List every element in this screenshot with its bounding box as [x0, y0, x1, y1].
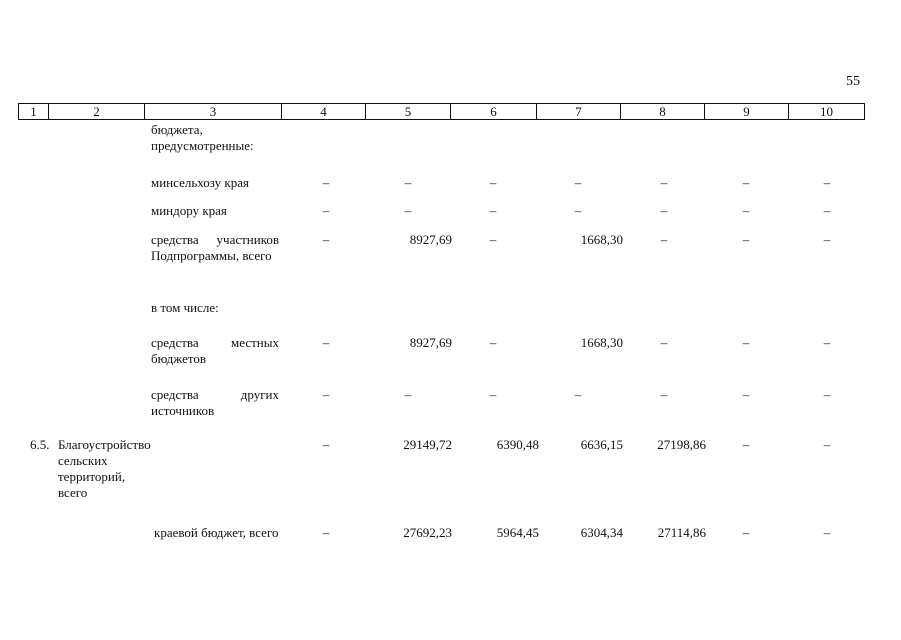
cell-col-10: – [823, 232, 831, 247]
cell-col-4: – [322, 387, 330, 402]
header-cell-6: 6 [451, 104, 537, 119]
cell-col-8: – [660, 387, 668, 402]
cell-col-10: – [823, 335, 831, 350]
cell-col-6: – [489, 335, 497, 350]
header-cell-2: 2 [49, 104, 145, 119]
row-name: Благоустройство сельских территорий, всего [58, 437, 151, 500]
cell-col-7: 1668,30 [580, 335, 623, 350]
cell-col-9: – [742, 232, 750, 247]
cell-col-5: – [404, 387, 412, 402]
cell-col-10: – [823, 525, 831, 540]
cell-col-6: 6390,48 [496, 437, 539, 452]
header-cell-5: 5 [366, 104, 451, 119]
table-header-row [18, 103, 865, 120]
row-number: 6.5. [30, 437, 50, 452]
cell-col-4: – [322, 232, 330, 247]
cell-col-9: – [742, 203, 750, 218]
cell-col-7: 6304,34 [580, 525, 623, 540]
cell-col-8: – [660, 175, 668, 190]
cell-col-10: – [823, 203, 831, 218]
row-description: краевой бюджет, всего [154, 525, 279, 540]
cell-col-9: – [742, 525, 750, 540]
cell-col-9: – [742, 437, 750, 452]
cell-col-6: – [489, 387, 497, 402]
cell-col-8: 27198,86 [657, 437, 706, 452]
continuation-text: бюджета, предусмотренные: [151, 122, 254, 153]
cell-col-9: – [742, 175, 750, 190]
cell-col-6: 5964,45 [496, 525, 539, 540]
cell-col-5: 8927,69 [409, 335, 452, 350]
cell-col-4: – [322, 335, 330, 350]
cell-col-9: – [742, 335, 750, 350]
cell-col-7: – [574, 175, 582, 190]
cell-col-4: – [322, 203, 330, 218]
cell-col-10: – [823, 437, 831, 452]
cell-col-9: – [742, 387, 750, 402]
cell-col-8: 27114,86 [657, 525, 706, 540]
cell-col-7: 6636,15 [580, 437, 623, 452]
row-description: средства местных бюджетов [151, 335, 279, 366]
cell-col-5: – [404, 203, 412, 218]
cell-col-6: – [489, 203, 497, 218]
cell-col-7: – [574, 203, 582, 218]
header-cell-3: 3 [145, 104, 282, 119]
cell-col-6: – [489, 175, 497, 190]
cell-col-8: – [660, 203, 668, 218]
row-description: минсельхозу края [151, 175, 249, 190]
cell-col-4: – [322, 437, 330, 452]
cell-col-4: – [322, 175, 330, 190]
header-cell-7: 7 [537, 104, 621, 119]
header-cell-10: 10 [820, 104, 833, 119]
cell-col-6: – [489, 232, 497, 247]
cell-col-4: – [322, 525, 330, 540]
cell-col-10: – [823, 387, 831, 402]
cell-col-5: 27692,23 [403, 525, 452, 540]
cell-col-5: 29149,72 [403, 437, 452, 452]
header-cell-1: 1 [19, 104, 49, 119]
cell-col-7: 1668,30 [580, 232, 623, 247]
row-description: в том числе: [151, 300, 219, 315]
row-description: средства других источников [151, 387, 279, 418]
row-description: средства участников Подпрограммы, всего [151, 232, 279, 263]
cell-col-5: – [404, 175, 412, 190]
cell-col-8: – [660, 232, 668, 247]
cell-col-5: 8927,69 [409, 232, 452, 247]
row-description: миндору края [151, 203, 227, 218]
header-cell-8: 8 [621, 104, 705, 119]
cell-col-10: – [823, 175, 831, 190]
cell-col-8: – [660, 335, 668, 350]
header-cell-4: 4 [282, 104, 366, 119]
cell-col-7: – [574, 387, 582, 402]
page-number: 55 [846, 74, 860, 89]
header-cell-9: 9 [705, 104, 789, 119]
